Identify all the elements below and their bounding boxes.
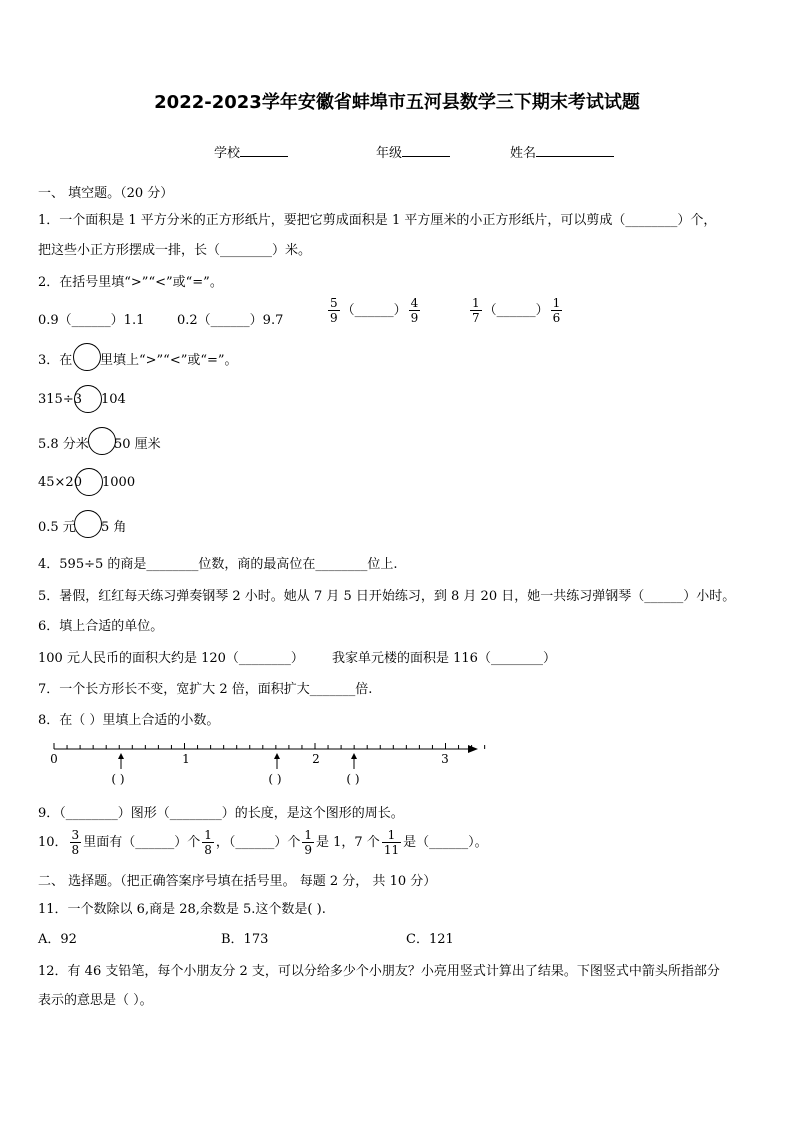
- circle-blank[interactable]: [88, 427, 116, 455]
- arrowhead-icon: [468, 745, 478, 753]
- circle-blank[interactable]: [74, 510, 102, 538]
- question-2: 2．在括号里填“>”“<”或“=”。: [38, 275, 223, 290]
- school-field: [214, 142, 288, 161]
- option-a[interactable]: A．92: [38, 932, 77, 947]
- question-4: 4．595÷5 的商是________位数，商的最高位在________位上.: [38, 557, 398, 572]
- q2-item-c: [326, 296, 422, 325]
- circle-blank[interactable]: [74, 385, 102, 413]
- name-blank[interactable]: [536, 144, 614, 157]
- q3-item-3-right: 1000: [102, 475, 136, 490]
- fraction: $\frac{1}{8}$: [204, 828, 212, 857]
- compare-blank[interactable]: （______）: [341, 303, 407, 318]
- q2-item-d: [468, 296, 564, 325]
- answer-blank[interactable]: ( ): [111, 772, 125, 786]
- question-11: 11．一个数除以 6,商是 28,余数是 5.这个数是( ).: [38, 902, 326, 917]
- name-field: [510, 142, 614, 161]
- number-line-label: 0: [50, 752, 58, 766]
- fraction: $\frac{1}{11}$: [383, 828, 400, 857]
- number-line-ticks: [54, 743, 485, 749]
- q2-item-b: 0.2（______）9.7: [177, 313, 284, 328]
- question-6: 6．填上合适的单位。: [38, 619, 164, 634]
- grade-label: 年级: [376, 146, 403, 161]
- page-title: 2022-2023学年安徽省蚌埠市五河县数学三下期末考试试题: [154, 92, 640, 113]
- question-9: 9．（________）图形（________）的长度，是这个图形的周长。: [38, 806, 404, 821]
- question-5: 5．暑假，红红每天练习弹奏钢琴 2 小时。她从 7 月 5 日开始练习，到 8 月 20 日，她一共练习弹钢琴（______）小时。: [38, 589, 736, 604]
- q3-item-3-left: 45×20: [38, 475, 82, 490]
- q3-item-1-right: 104: [101, 392, 126, 407]
- question-6-item-a: 100 元人民币的面积大约是 120（________）: [38, 651, 304, 666]
- number-line-label: 3: [441, 752, 449, 766]
- school-label: 学校: [214, 146, 241, 161]
- question-3-suffix: 里填上“>”“<”或“=”。: [100, 353, 238, 368]
- question-6-item-b: 我家单元楼的面积是 116（________）: [332, 651, 556, 666]
- up-arrow-icon: [274, 753, 280, 759]
- up-arrow-icon: [351, 753, 357, 759]
- question-3-prefix: 3．在: [38, 353, 73, 368]
- name-label: 姓名: [510, 146, 537, 161]
- answer-blank[interactable]: ( ): [268, 772, 282, 786]
- fraction: $\frac{1}{6}$: [552, 296, 561, 325]
- section-2-heading: 二、 选择题。（把正确答案序号填在括号里。 每题 2 分， 共 10 分）: [38, 874, 437, 889]
- question-12-line-2: 表示的意思是（ ）。: [38, 993, 153, 1008]
- grade-field: [376, 142, 450, 161]
- question-1-line-1: 1．一个面积是 1 平方分米的正方形纸片，要把它剪成面积是 1 平方厘米的小正方形纸片，可以剪成（________）个，: [38, 213, 717, 228]
- question-7: 7．一个长方形长不变，宽扩大 2 倍，面积扩大_______倍.: [38, 682, 373, 697]
- q3-item-2-left: 5.8 分米: [38, 437, 89, 452]
- question-10: 10． $\frac{3}{8}$ 里面有（______）个 $\frac{1}{8}$ ，（______）个 $\frac{1}{9}$ 是 1，7 个 $\frac{1}{11}$ 是（______）。: [38, 828, 488, 857]
- circle-blank[interactable]: [73, 343, 101, 371]
- number-line: [40, 735, 490, 790]
- fraction: $\frac{4}{9}$: [410, 296, 419, 325]
- school-blank[interactable]: [240, 144, 288, 157]
- compare-blank[interactable]: （______）: [483, 303, 549, 318]
- fraction: $\frac{1}{7}$: [472, 296, 480, 325]
- q3-item-2-right: 50 厘米: [114, 437, 161, 452]
- q2-item-a: 0.9（______）1.1: [38, 313, 145, 328]
- question-1-line-2: 把这些小正方形摆成一排，长（________）米。: [38, 243, 312, 258]
- number-line-label: 2: [312, 752, 320, 766]
- up-arrow-icon: [118, 753, 124, 759]
- q3-item-4-right: 5 角: [101, 520, 127, 535]
- section-1-heading: 一、 填空题。（20 分）: [38, 186, 174, 201]
- answer-blank[interactable]: ( ): [346, 772, 360, 786]
- fraction: $\frac{5}{9}$: [330, 296, 338, 325]
- question-12-line-1: 12．有 46 支铅笔，每个小朋友分 2 支，可以分给多少个小朋友？小亮用竖式计算出了结果。下图竖式中箭头所指部分: [38, 964, 720, 979]
- question-8: 8．在（ ）里填上合适的小数。: [38, 713, 220, 728]
- option-c[interactable]: C．121: [406, 932, 454, 947]
- fraction: $\frac{3}{8}$: [71, 828, 80, 857]
- option-b[interactable]: B．173: [221, 932, 269, 947]
- q3-item-1-left: 315÷3: [38, 392, 82, 407]
- grade-blank[interactable]: [402, 144, 450, 157]
- circle-blank[interactable]: [75, 468, 103, 496]
- q3-item-4-left: 0.5 元: [38, 520, 76, 535]
- number-line-label: 1: [182, 752, 190, 766]
- fraction: $\frac{1}{9}$: [304, 828, 312, 857]
